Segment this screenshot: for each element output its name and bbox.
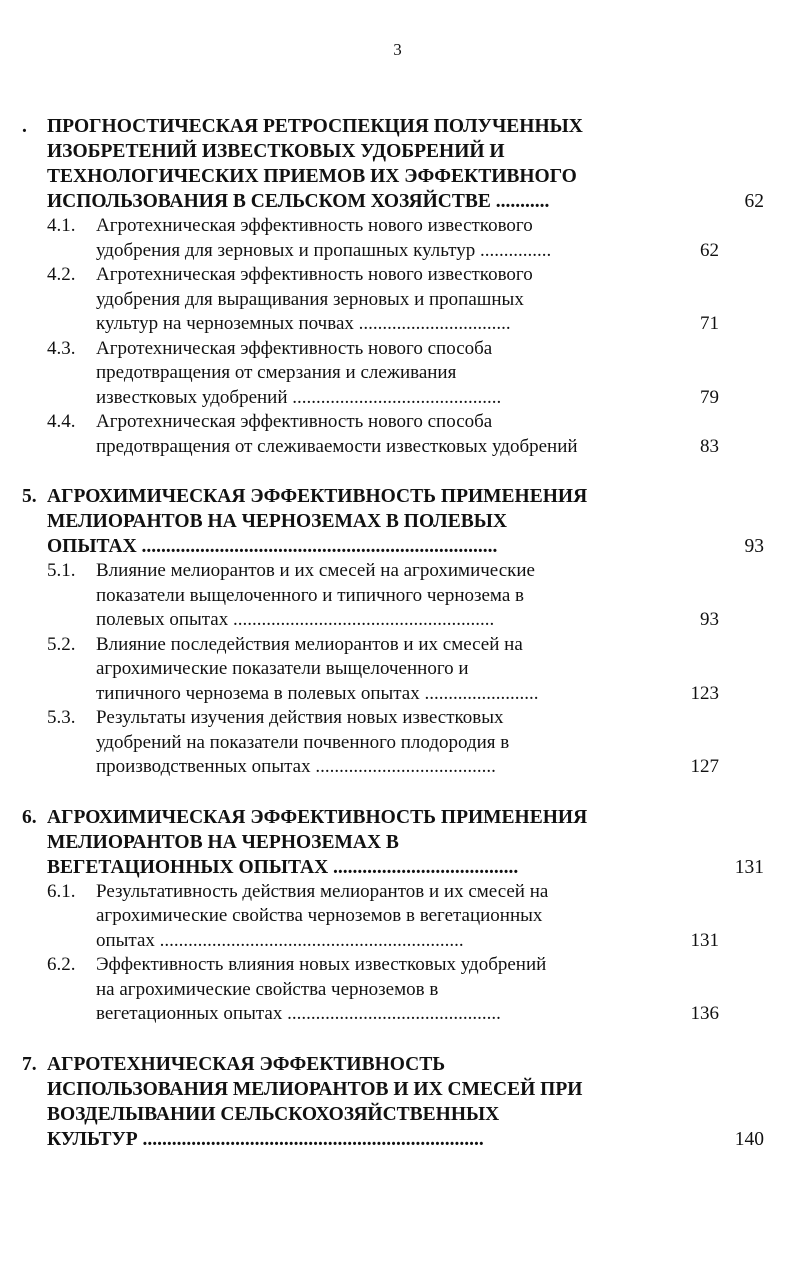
subsection-title-line: Агротехническая эффективность нового способа	[96, 337, 493, 359]
subsection-page-number: 131	[690, 929, 719, 951]
subsection-page-number: 71	[700, 313, 719, 334]
subsection-number: 4.2.	[47, 264, 76, 285]
toc-section	[0, 114, 795, 459]
subsection-title-line: Результативность действия мелиорантов и их смесей на	[96, 880, 549, 902]
chapter-title-line: КУЛЬТУР ......................................................................	[47, 1128, 484, 1150]
chapter-title-line: АГРОХИМИЧЕСКАЯ ЭФФЕКТИВНОСТЬ ПРИМЕНЕНИЯ	[47, 806, 588, 828]
page-number: 3	[393, 40, 402, 59]
subsection-title-line: Влияние последействия мелиорантов и их смесей на	[96, 633, 523, 655]
subsection-entry[interactable]	[0, 263, 719, 337]
subsection-page-number: 136	[690, 1003, 719, 1024]
chapter-title-line: ОПЫТАХ .........................................................................	[47, 536, 498, 557]
subsection-title-line: предотвращения от слеживаемости известковых удобрений	[96, 435, 578, 457]
subsection-number: 4.3.	[47, 337, 76, 359]
chapter-title-line: АГРОТЕХНИЧЕСКАЯ ЭФФЕКТИВНОСТЬ	[47, 1053, 446, 1075]
subsection-number: 4.1.	[47, 215, 76, 236]
subsection-entry[interactable]	[0, 559, 719, 633]
subsection-entry[interactable]	[0, 337, 719, 411]
chapter-title-line: ВЕГЕТАЦИОННЫХ ОПЫТАХ ......................................	[47, 856, 519, 878]
subsection-title-line: вегетационных опытах .............................................	[96, 1003, 501, 1024]
subsection-title-line: показатели выщелоченного и типичного чернозема в	[96, 584, 524, 606]
subsection-page-number: 127	[690, 756, 719, 777]
chapter-number: 6.	[22, 806, 37, 828]
subsection-title-line: опытах ................................................................	[96, 929, 464, 951]
chapter-title-line: МЕЛИОРАНТОВ НА ЧЕРНОЗЕМАХ В	[47, 831, 399, 853]
toc-section	[0, 484, 795, 780]
chapter-page-number: 131	[734, 856, 764, 878]
subsection-number: 6.2.	[47, 954, 76, 975]
subsection-title-line: предотвращения от смерзания и слеживания	[96, 362, 457, 383]
chapter-title-line: МЕЛИОРАНТОВ НА ЧЕРНОЗЕМАХ В ПОЛЕВЫХ	[47, 511, 507, 532]
subsection-title-line: Агротехническая эффективность нового известкового	[96, 215, 533, 236]
subsection-page-number: 62	[700, 239, 719, 261]
chapter-page-number: 62	[744, 191, 764, 212]
toc-section	[0, 805, 795, 1027]
chapter-title-line: ПРОГНОСТИЧЕСКАЯ РЕТРОСПЕКЦИЯ ПОЛУЧЕННЫХ	[47, 116, 583, 137]
subsection-title-line: Агротехническая эффективность нового известкового	[96, 264, 533, 285]
chapter-title-line: ВОЗДЕЛЫВАНИИ СЕЛЬСКОХОЗЯЙСТВЕННЫХ	[47, 1103, 500, 1125]
subsection-title-line: полевых опытах .......................................................	[96, 609, 495, 630]
subsection-title-line: агрохимические показатели выщелоченного и	[96, 658, 469, 679]
subsection-title-line: удобрений на показатели почвенного плодородия в	[96, 731, 510, 753]
subsection-title-line: производственных опытах ......................................	[96, 756, 496, 777]
subsection-title-line: известковых удобрений ............................................	[96, 386, 502, 408]
subsection-title-line: культур на черноземных почвах ................................	[96, 313, 511, 334]
toc-section	[0, 1052, 795, 1152]
chapter-title[interactable]	[0, 114, 764, 214]
chapter-title[interactable]	[0, 1052, 764, 1152]
chapter-title[interactable]	[0, 484, 764, 559]
chapter-title-line: ИСПОЛЬЗОВАНИЯ В СЕЛЬСКОМ ХОЗЯЙСТВЕ ...........	[47, 191, 550, 212]
subsection-title-line: Эффективность влияния новых известковых удобрений	[96, 954, 547, 975]
chapter-title[interactable]	[0, 805, 764, 880]
subsection-title-line: агрохимические свойства черноземов в вегетационных	[96, 905, 543, 926]
chapter-number: .	[22, 116, 27, 137]
chapter-number: 7.	[22, 1053, 37, 1075]
chapter-page-number: 93	[744, 536, 764, 557]
subsection-page-number: 79	[700, 386, 719, 408]
subsection-title-line: Агротехническая эффективность нового способа	[96, 411, 493, 432]
subsection-page-number: 83	[700, 435, 719, 457]
chapter-title-line: ТЕХНОЛОГИЧЕСКИХ ПРИЕМОВ ИХ ЭФФЕКТИВНОГО	[47, 166, 577, 187]
chapter-page-number: 140	[734, 1128, 764, 1150]
subsection-number: 5.2.	[47, 633, 76, 655]
subsection-entry[interactable]	[0, 880, 719, 954]
table-of-contents	[0, 114, 795, 1177]
subsection-title-line: типичного чернозема в полевых опытах ........................	[96, 682, 539, 704]
subsection-title-line: Результаты изучения действия новых известковых	[96, 707, 504, 728]
subsection-title-line: удобрения для зерновых и пропашных культур ...............	[96, 239, 552, 261]
subsection-entry[interactable]	[0, 706, 719, 780]
subsection-entry[interactable]	[0, 633, 719, 707]
subsection-title-line: удобрения для выращивания зерновых и пропашных	[96, 288, 524, 310]
subsection-page-number: 123	[690, 682, 719, 704]
subsection-number: 5.1.	[47, 560, 76, 581]
chapter-title-line: ИЗОБРЕТЕНИЙ ИЗВЕСТКОВЫХ УДОБРЕНИЙ И	[47, 141, 505, 162]
subsection-title-line: Влияние мелиорантов и их смесей на агрохимические	[96, 560, 535, 581]
subsection-number: 5.3.	[47, 707, 76, 728]
chapter-number: 5.	[22, 486, 37, 507]
subsection-number: 6.1.	[47, 880, 76, 902]
chapter-title-line: ИСПОЛЬЗОВАНИЯ МЕЛИОРАНТОВ И ИХ СМЕСЕЙ ПРИ	[47, 1078, 583, 1100]
chapter-title-line: АГРОХИМИЧЕСКАЯ ЭФФЕКТИВНОСТЬ ПРИМЕНЕНИЯ	[47, 486, 588, 507]
subsection-entry[interactable]	[0, 410, 719, 459]
subsection-number: 4.4.	[47, 411, 76, 432]
subsection-entry[interactable]	[0, 214, 719, 263]
subsection-page-number: 93	[700, 609, 719, 630]
subsection-title-line: на агрохимические свойства черноземов в	[96, 978, 439, 1000]
subsection-entry[interactable]	[0, 953, 719, 1027]
